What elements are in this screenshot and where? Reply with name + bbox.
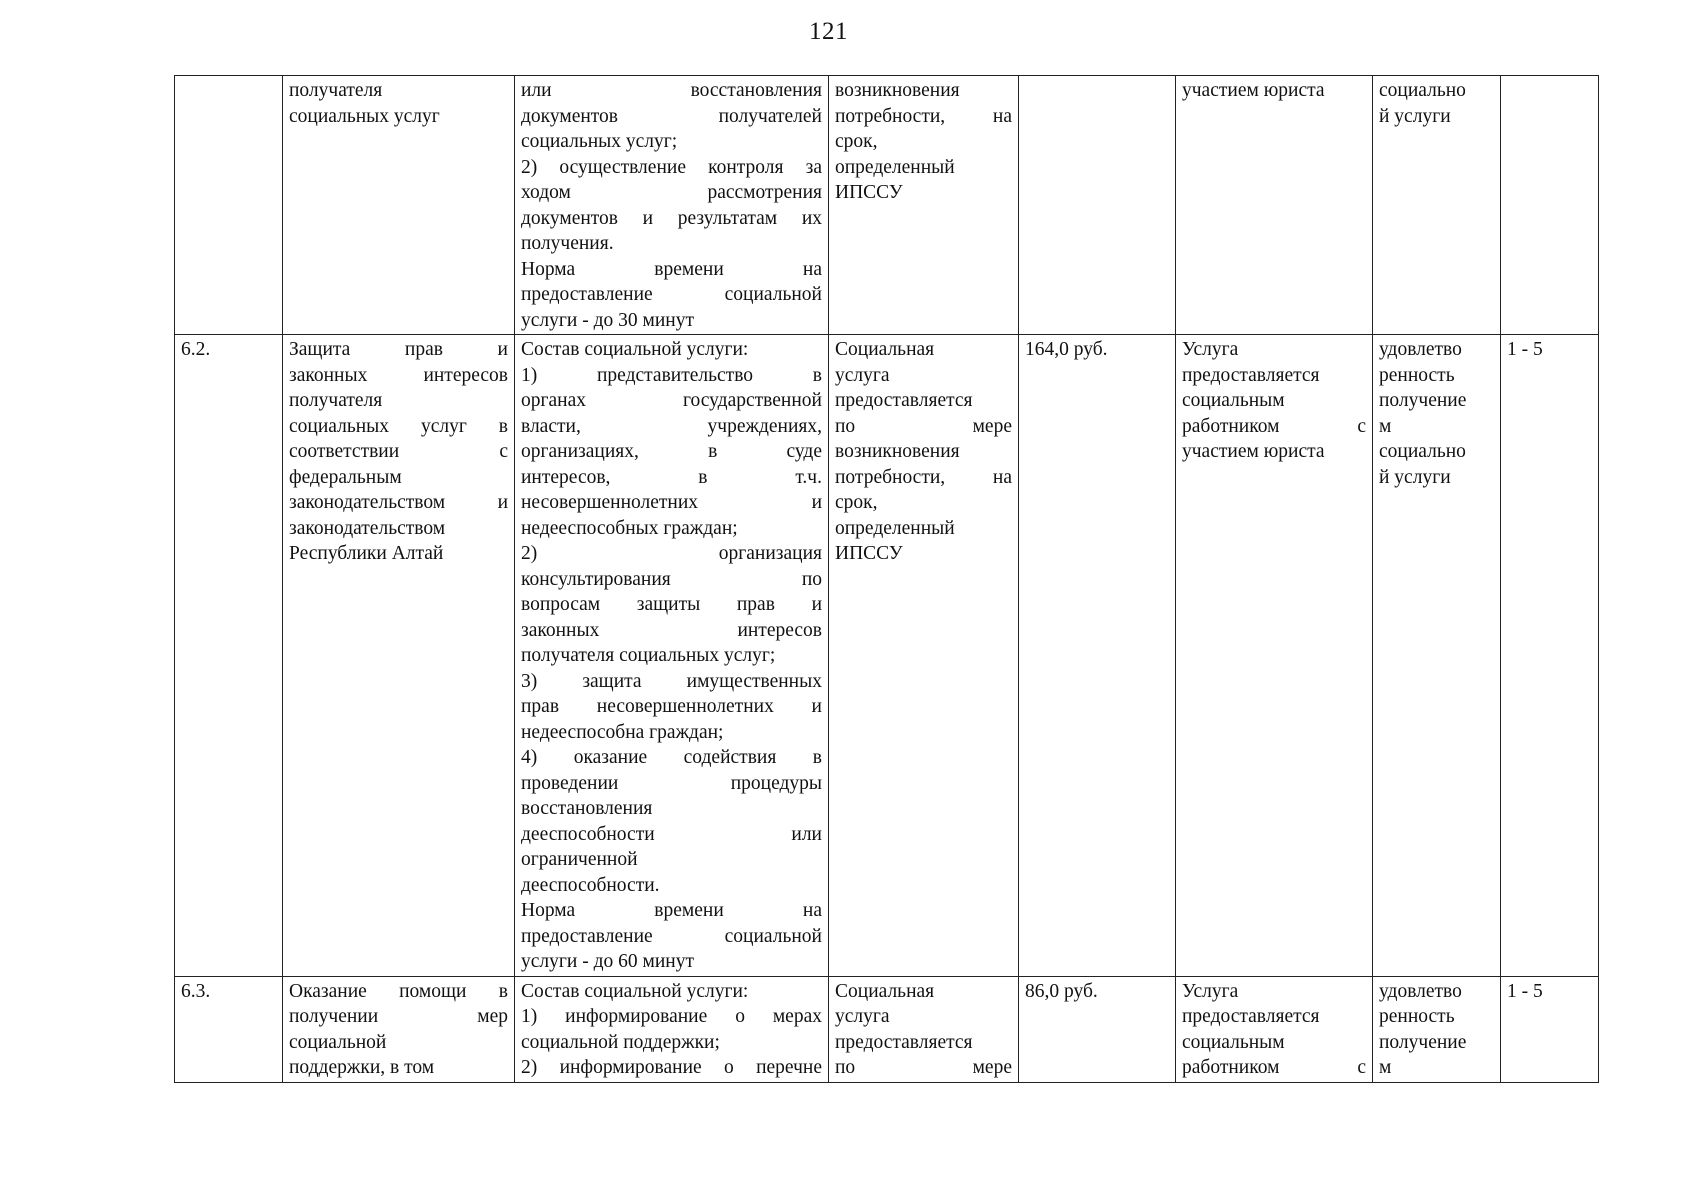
services-table	[174, 75, 1599, 1083]
term-line: услуга	[835, 1006, 890, 1027]
content-line: восстановления	[521, 798, 653, 819]
term-line: определенный	[835, 517, 955, 539]
name-line: поддержки, в том	[289, 1057, 435, 1078]
content-line: несовершеннолетних и	[521, 492, 822, 513]
term-line: предоставляется	[835, 1031, 973, 1053]
term-line: потребности, на	[835, 105, 1012, 127]
service-content-cell	[515, 76, 829, 335]
content-line: 1) информирование о мерах	[521, 1006, 822, 1027]
name-line: социальных услуг	[289, 105, 440, 127]
name-line: законных интересов	[289, 364, 508, 386]
content-line: 2) организация	[521, 543, 822, 564]
name-line: получении мер	[289, 1006, 508, 1027]
service-number-cell: 6.3.	[175, 976, 283, 1082]
content-line: документов и результатам их	[521, 207, 822, 229]
conditions-line: предоставляется	[1182, 1006, 1320, 1027]
indicators-line: социально	[1379, 80, 1466, 101]
content-line: предоставление социальной	[521, 925, 822, 947]
content-line: интересов, в т.ч.	[521, 466, 822, 488]
content-line: организациях, в суде	[521, 441, 822, 462]
name-line: Оказание помощи в	[289, 980, 508, 1002]
term-line: потребности, на	[835, 466, 1012, 488]
conditions-line: социальным	[1182, 1031, 1285, 1053]
content-line: недееспособна граждан;	[521, 721, 724, 743]
indicators-line: м	[1379, 1057, 1392, 1078]
content-line: 2) осуществление контроля за	[521, 156, 822, 178]
service-number-cell: 6.2.	[175, 335, 283, 977]
name-line: законодательством	[289, 517, 446, 539]
content-line: Состав социальной услуги:	[521, 339, 749, 360]
indicators-line: социально	[1379, 441, 1466, 462]
content-line: консультирования по	[521, 568, 822, 590]
term-line: предоставляется	[835, 390, 973, 411]
name-line: социальных услуг в	[289, 415, 508, 437]
table-row	[175, 976, 1599, 1082]
term-line: ИПССУ	[835, 543, 903, 564]
name-line: законодательством и	[289, 492, 508, 513]
content-line: дееспособности.	[521, 874, 660, 896]
service-term-cell	[829, 976, 1019, 1082]
content-line: или восстановления	[521, 80, 822, 101]
term-line: срок,	[835, 492, 878, 513]
content-line: прав несовершеннолетних и	[521, 696, 822, 717]
table-row	[175, 76, 1599, 335]
term-line: возникновения	[835, 80, 960, 101]
service-indicators-cell	[1373, 335, 1501, 977]
service-price-cell: 86,0 руб.	[1019, 976, 1176, 1082]
service-term-cell	[829, 335, 1019, 977]
content-line: недееспособных граждан;	[521, 517, 738, 539]
content-line: получателя социальных услуг;	[521, 645, 776, 666]
name-line: получателя	[289, 390, 383, 411]
service-indicators-cell	[1373, 76, 1501, 335]
content-line: документов получателей	[521, 105, 822, 127]
service-price-cell: 164,0 руб.	[1019, 335, 1176, 977]
service-name-cell	[283, 976, 515, 1082]
indicators-line: ренность	[1379, 1006, 1455, 1027]
term-line: Социальная	[835, 339, 935, 360]
content-line: Норма времени на	[521, 258, 822, 280]
table-row	[175, 335, 1599, 977]
content-line: 1) представительство в	[521, 364, 822, 386]
conditions-line: участием юриста	[1182, 441, 1325, 462]
service-name-cell	[283, 76, 515, 335]
term-line: Социальная	[835, 980, 935, 1002]
term-line: срок,	[835, 131, 878, 152]
service-quality-cell	[1501, 76, 1599, 335]
content-line: Состав социальной услуги:	[521, 980, 749, 1002]
service-content-cell	[515, 335, 829, 977]
conditions-line: Услуга	[1182, 339, 1239, 360]
content-line: ограниченной	[521, 849, 638, 870]
content-line: ходом рассмотрения	[521, 182, 822, 203]
service-indicators-cell	[1373, 976, 1501, 1082]
service-conditions-cell	[1176, 976, 1373, 1082]
service-price-cell	[1019, 76, 1176, 335]
indicators-line: удовлетво	[1379, 980, 1462, 1002]
conditions-line: работником с	[1182, 1057, 1366, 1078]
content-line: проведении процедуры	[521, 772, 822, 794]
content-line: власти, учреждениях,	[521, 415, 822, 437]
conditions-line: участием юриста	[1182, 80, 1325, 101]
indicators-line: й услуги	[1379, 466, 1451, 488]
term-line: по мере	[835, 1057, 1012, 1078]
service-conditions-cell	[1176, 335, 1373, 977]
term-line: определенный	[835, 156, 955, 178]
content-line: 4) оказание содействия в	[521, 747, 822, 768]
name-line: федеральным	[289, 466, 402, 488]
content-line: Норма времени на	[521, 900, 822, 921]
content-line: предоставление социальной	[521, 284, 822, 305]
name-line: Республики Алтай	[289, 543, 444, 564]
content-line: получения.	[521, 233, 614, 254]
conditions-line: предоставляется	[1182, 364, 1320, 386]
service-quality-cell: 1 - 5	[1501, 976, 1599, 1082]
page-number: 121	[809, 18, 848, 45]
indicators-line: получение	[1379, 390, 1467, 411]
content-line: вопросам защиты прав и	[521, 594, 822, 615]
term-line: услуга	[835, 364, 890, 386]
content-line: органах государственной	[521, 390, 822, 411]
term-line: по мере	[835, 415, 1012, 437]
service-content-cell	[515, 976, 829, 1082]
name-line: Защита прав и	[289, 339, 508, 360]
content-line: законных интересов	[521, 619, 822, 641]
conditions-line: работником с	[1182, 415, 1366, 437]
service-number-cell	[175, 76, 283, 335]
content-line: социальных услуг;	[521, 131, 678, 152]
indicators-line: получение	[1379, 1031, 1467, 1053]
service-conditions-cell	[1176, 76, 1373, 335]
content-line: дееспособности или	[521, 823, 822, 845]
indicators-line: м	[1379, 415, 1392, 437]
indicators-line: удовлетво	[1379, 339, 1462, 360]
content-line: 3) защита имущественных	[521, 670, 822, 692]
service-term-cell	[829, 76, 1019, 335]
indicators-line: й услуги	[1379, 105, 1451, 127]
term-line: возникновения	[835, 441, 960, 462]
name-line: получателя	[289, 80, 383, 101]
indicators-line: ренность	[1379, 364, 1455, 386]
content-line: услуги - до 30 минут	[521, 309, 694, 331]
term-line: ИПССУ	[835, 182, 903, 203]
conditions-line: социальным	[1182, 390, 1285, 411]
service-name-cell	[283, 335, 515, 977]
conditions-line: Услуга	[1182, 980, 1239, 1002]
content-line: 2) информирование о перечне	[521, 1057, 822, 1078]
service-quality-cell: 1 - 5	[1501, 335, 1599, 977]
name-line: социальной	[289, 1031, 387, 1053]
content-line: услуги - до 60 минут	[521, 951, 694, 972]
name-line: соответствии с	[289, 441, 508, 462]
content-line: социальной поддержки;	[521, 1031, 720, 1053]
